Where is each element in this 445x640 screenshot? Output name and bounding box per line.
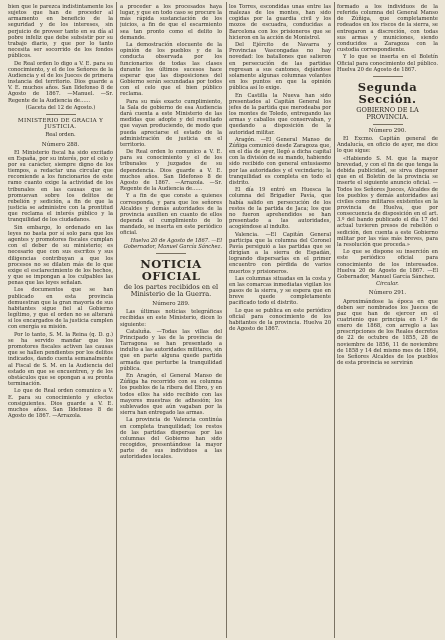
paragraph: En Aragón, el General Manso de Zúñiga ha recorrido con su columna los pueblos de la ribera del Ebro, y en todos ellos ha sido recibido con las mayores muestras de adhesión; los sublevados que aún vagaban por la sierra han entregado las armas. [120,373,222,417]
source-note: (Gaceta del 12 de Agosto.) [25,104,96,111]
paragraph: En Castilla la Nueva han sido presentados al Capitán General los jefes de la partida que merodeaba por los montes de Toledo, entregando las armas y caballos que conservaban, y quedando a disposición de la autoridad militar. [229,92,331,136]
separator-rule [156,253,186,254]
paragraph: Sin embargo, lo ordenado en las leyes no basta por sí solo para que los agentes y promotores fiscales cumplan con el deber de su ministerio; es necesario que con sus escritos y sus diligencias contribuyan a que los procesos no se dilaten más de lo que exige el esclarecimiento de los hechos, y que se impongan a los culpables las penas que las leyes señalan. [8,224,113,287]
paragraph: Y lo que se inserta en el Boletín Oficial para conocimiento del público. Huelva 20 de Agosto de 1867. [337,54,438,73]
item-number: Número 291. [368,290,407,297]
item-number: Número 290. [368,127,407,134]
paragraph: De Real orden lo comunico a V. E. para su conocimiento y el de los tribunales y juzgados de su dependencia. Dios guarde a V. E. muchos años. San Ildefonso 8 de Agosto de 1867. —Arrazola. —Sr. Regente de la Audiencia de...... [120,149,222,193]
column-4 [337,4,438,636]
paragraph: Lo que de Real orden comunico a V. E. para su conocimiento y efectos consiguientes. Dios guarde a V. E. muchos años. San Ildefonso 8 de Agosto de 1867. —Arrazola. [8,388,113,419]
column-rule [334,2,335,638]
paragraph: a proceder a los procesados haya lugar, y que en todo caso se procure la más rápida sustanciación de los juicios, a fin de que el escarmiento sea tan pronto como el delito lo demande. [120,4,222,41]
paragraph: Por lo tanto, S. M. la Reina (q. D. g.) se ha servido mandar que los promotores fiscales activen las causas que se hallen pendientes por los delitos indicados, dando cuenta semanalmente al Fiscal de S. M. en la Audiencia del estado en que se encuentren, y de los obstáculos que se opongan a su pronta terminación. [8,331,113,387]
paragraph: Aragón. —El General Manso de Zúñiga comunicó desde Zaragoza que, en el día de ayer, llegó a dicha capital con la división de su mando, habiendo sido recibido con general entusiasmo por las autoridades y el vecindario; la tranquilidad es completa en todo el distrito. [229,136,331,186]
column-2 [120,4,222,636]
paragraph: Los documentos que se han publicado en esta provincia demuestran que la gran mayoría de sus habitantes sigue fiel al Gobierno legítimo, y que el orden no se alterará si los encargados de la justicia cumplen con energía su misión. [8,287,113,331]
paragraph: Lo que se dispone su inserción en este periódico oficial para conocimiento de los interesados. Huelva 20 de Agosto de 1867. —El Gobernador, Manuel García Sánchez. [337,249,438,280]
paragraph: De Real orden lo digo a V. E. para su conocimiento, y el de los Señores de la Audiencia y el de los Jueces de primera instancia del territorio. Dios guarde a V. E. muchos años. San Ildefonso 8 de Agosto de 1867. —Manuel. —Sr. Regente de la Audiencia de...... [8,60,113,104]
paragraph: Cataluña. —Todas las villas del Principado y las de la provincia de Tarragona se han presentado a indulto a las autoridades militares, sin que en parte alguna quede partida armada que perturbe la tranquilidad pública. [120,328,222,372]
paragraph: El Ministerio fiscal ha sido excitado en España, por su interés, por el celo y por su carácter, siempre digno de los tiempos, a redactar una circular que recomiende a los funcionarios de este ramo cuanto exige la actividad de los tribunales en las causas que se promuevan sobre los delitos de rebelión y sedición, a fin de que la justicia se administre con la prontitud que reclama el interés público y la tranquilidad de los ciudadanos. [8,149,113,224]
section-subtitle: de los partes recibidos en el Ministerio de la Guerra. [123,283,219,299]
paragraph: El día 19 entró en Huesca la columna del Brigadier Pavía, que había salido en persecución de los restos de la partida de Jaca; los que no fueron aprehendidos se han presentado a las autoridades, acogiéndose al indulto. [229,187,331,231]
column-1 [8,4,113,636]
paragraph: Las columnas situadas en la costa y en las comarcas inmediatas vigilan los pasos de la sierra, y se espera que en breve quede completamente pacificado todo el distrito. [229,275,331,307]
paragraph: El Excmo. Capitán general de Andalucía, en oficio de ayer, me dice lo que sigue: [337,136,438,155]
paragraph: Para su más exacto cumplimiento, la Sala de gobierno de esa Audiencia dará cuenta a este Ministerio de las medidas que adopte y del resultado que vayan produciendo, de modo que pueda apreciarse el estado de la administración de justicia en el territorio. [120,98,222,148]
column-3 [229,4,331,636]
paragraph: «Habiendo S. M. que la mayor brevedad, y con el fin de que tenga la debida publicidad, se sirva disponer que en el Boletín de la provincia se inserte el siguiente anuncio oficial. —Todos los Señores Jueces, Alcaldes de los pueblos y demás autoridades así civiles como militares existentes en la provincia de Huelva, que por consecuencia de disposición en el art. 3.º del bando publicado el día 17 del actual tuvieren presos de rebelión o sedición, den cuenta a este Gobierno militar por las vías más breves, para la resolución que proceda.» [337,155,438,248]
paragraph: Del Ejército de Navarra y Provincias Vascongadas no hay novedad: los batallones que salieron en persecución de las partidas regresan a sus cantones, dejándose solamente algunas columnas volantes en los puntos en que la opinión pública así lo exige. [229,42,331,92]
paragraph: La provincia de Valencia continúa en completa tranquilidad; los restos de las partidas dispersas por las columnas del Gobierno han sido recogidos, presentándose la mayor parte de sus individuos a las autoridades locales. [120,417,222,461]
signature-line: Huelva 20 de Agosto de 1867. —El Gobernador, Manuel García Sánchez. [123,237,222,250]
item-number: Número 288. [41,141,80,148]
section-title: Segunda Sección. [357,79,418,106]
circular-label: Circular. [376,281,399,288]
separator-rule [373,124,403,125]
item-number: Número 289. [152,301,190,308]
column-rule [116,2,117,638]
section-header: MINISTERIO DE GRACIA Y JUSTICIA. [17,118,104,131]
section-title: NOTICIA OFICIAL [140,257,202,284]
paragraph: Aproximándose la época en que deben ser nombrados los Jueces de paz que han de ejercer en el cuatrienio que principia en 1.º de enero de 1868, con arreglo a las prescripciones de los Reales decretos de 22 de octubre de 1855, 28 de noviembre de 1856, 11 de noviembre de 1858 y 14 del mismo mes de 1864, los Señores Alcaldes de los pueblos de esta provincia se servirán [337,298,438,367]
paragraph: formado a los individuos de la referida columna del General Manso de Zúñiga, que completamente rodeados en los riscos de la sierra, se entregaron a discreción, con todas sus armas y municiones, siendo conducidos a Zaragoza con la custodia correspondiente. [337,4,438,54]
separator-rule [46,114,76,115]
paragraph: los Torres, escondidas unas entre las malezas de los montes, han sido cogidas por la guardia civil y los mozos de escuadra, conducidas a Barcelona con los prisioneros que se hicieron en la acción de Monistrol. [229,4,331,41]
section-subtitle: GOBIERNO DE LA PROVINCIA. [356,105,419,121]
column-rule [226,2,227,638]
paragraph: Las últimas noticias telegráficas recibidas en este Ministerio, dicen lo siguiente: [120,309,222,328]
paragraph: Y a fin de que conste a quienes corresponda, y para que los señores Alcaldes y demás autoridades de la provincia auxilien en cuanto de ellos dependa el cumplimiento de lo mandado, se inserta en este periódico oficial. [120,193,222,237]
separator-rule [373,76,403,77]
subsection-header: Real orden. [45,132,76,139]
paragraph: La demostración elocuente de la opinión de los pueblos y de la conducta observada por los funcionarios de todas las clases durante los últimos sucesos hace esperar que las disposiciones del Gobierno serán secundadas por todos con el celo que el bien público reclama. [120,42,222,98]
paragraph: bien que le parezca indistintamente los sujetos que han de proceder al armamento en beneficio de la seguridad y de los intereses, sin perjuicio de proveer tanto en su día al pobre infeliz que debe subsistir por su trabajo diario, y que por lo tanto necesita ser socorrido de los fondos públicos. [8,4,113,60]
paragraph: Lo que se publica en este periódico oficial para conocimiento de los habitantes de la provincia. Huelva 20 de Agosto de 1867. [229,307,331,333]
paragraph: Valencia. —El Capitán General participa que la columna del Coronel Pavía persiguió a las partidas que se dirigían a la sierra de Espadán, logrando dispersarlas en el primer encuentro con pérdida de varios muertos y prisioneros. [229,231,331,275]
